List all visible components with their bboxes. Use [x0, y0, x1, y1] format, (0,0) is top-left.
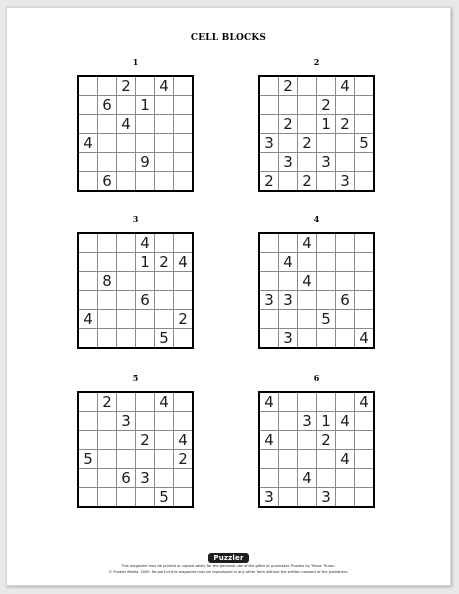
clue-cell[interactable]: 3 — [302, 412, 312, 430]
puzzle-number: 2 — [313, 57, 320, 67]
grid-cell[interactable] — [279, 431, 297, 449]
grid-cell[interactable] — [174, 291, 192, 309]
grid-cell[interactable] — [117, 310, 135, 328]
grid-cell[interactable] — [79, 469, 97, 487]
puzzle-5 — [77, 373, 194, 508]
grid-cell[interactable] — [155, 134, 173, 152]
grid-cell[interactable] — [117, 234, 135, 252]
clue-cell[interactable]: 2 — [340, 115, 350, 133]
grid-cell[interactable] — [317, 469, 335, 487]
grid-cell[interactable] — [317, 291, 335, 309]
footer — [7, 545, 450, 575]
grid-cell[interactable] — [174, 412, 192, 430]
grid-cell[interactable] — [260, 469, 278, 487]
clue-cell[interactable]: 2 — [302, 134, 312, 152]
puzzle-grid — [77, 232, 194, 349]
clue-cell[interactable]: 6 — [140, 291, 150, 309]
grid-cell[interactable] — [79, 234, 97, 252]
grid-cell[interactable] — [279, 393, 297, 411]
grid-cell[interactable] — [117, 253, 135, 271]
grid-cell[interactable] — [79, 393, 97, 411]
grid-cell[interactable] — [155, 431, 173, 449]
clue-cell[interactable]: 6 — [102, 172, 112, 190]
grid-cell[interactable] — [174, 134, 192, 152]
grid-cell[interactable] — [174, 115, 192, 133]
grid-cell[interactable] — [279, 469, 297, 487]
clue-cell[interactable]: 4 — [302, 234, 312, 252]
puzzle-number: 4 — [313, 214, 320, 224]
grid-cell[interactable] — [317, 450, 335, 468]
grid-cell[interactable] — [117, 329, 135, 347]
grid-cell[interactable] — [155, 234, 173, 252]
puzzle-grid — [258, 391, 375, 508]
grid-cell[interactable] — [136, 393, 154, 411]
grid-cell[interactable] — [98, 488, 116, 506]
puzzle-2 — [258, 57, 375, 192]
grid-cell[interactable] — [98, 115, 116, 133]
grid-cell[interactable] — [155, 469, 173, 487]
puzzle-number: 1 — [132, 57, 139, 67]
grid-cell[interactable] — [355, 469, 373, 487]
grid-cell[interactable] — [355, 77, 373, 95]
grid-cell[interactable] — [279, 450, 297, 468]
grid-cell[interactable] — [298, 96, 316, 114]
grid-cell[interactable] — [279, 234, 297, 252]
grid-cell[interactable] — [155, 291, 173, 309]
grid-cell[interactable] — [260, 272, 278, 290]
clue-cell[interactable]: 2 — [264, 172, 274, 190]
grid-cell[interactable] — [298, 431, 316, 449]
grid-cell[interactable] — [260, 329, 278, 347]
grid-cell[interactable] — [174, 488, 192, 506]
footer-line-1: This magazine may be printed or copied solely for the personal use of the gifter or purchaser. Puzzles by Trevor Truran. — [121, 564, 336, 568]
clue-cell[interactable]: 3 — [321, 488, 331, 506]
grid-cell[interactable] — [174, 393, 192, 411]
grid-cell[interactable] — [98, 412, 116, 430]
grid-cell[interactable] — [355, 253, 373, 271]
puzzle-number: 3 — [132, 214, 139, 224]
grid-cell[interactable] — [298, 77, 316, 95]
grid-cell[interactable] — [117, 96, 135, 114]
grid-cell[interactable] — [79, 96, 97, 114]
clue-cell[interactable]: 4 — [159, 77, 169, 95]
clue-cell[interactable]: 4 — [178, 431, 188, 449]
grid-cell[interactable] — [355, 450, 373, 468]
grid-cell[interactable] — [98, 234, 116, 252]
clue-cell[interactable]: 4 — [302, 272, 312, 290]
grid-cell[interactable] — [117, 488, 135, 506]
clue-cell[interactable]: 3 — [264, 134, 274, 152]
grid-cell[interactable] — [298, 310, 316, 328]
clue-cell[interactable]: 1 — [321, 115, 331, 133]
clue-cell[interactable]: 5 — [321, 310, 331, 328]
grid-cell[interactable] — [317, 272, 335, 290]
clue-cell[interactable]: 4 — [121, 115, 131, 133]
grid-cell[interactable] — [136, 412, 154, 430]
puzzle-3 — [77, 214, 194, 349]
grid-cell[interactable] — [260, 153, 278, 171]
clue-cell[interactable]: 4 — [264, 431, 274, 449]
grid-cell[interactable] — [336, 253, 354, 271]
grid-cell[interactable] — [336, 329, 354, 347]
clue-cell[interactable]: 2 — [178, 310, 188, 328]
clue-cell[interactable]: 4 — [83, 134, 93, 152]
grid-cell[interactable] — [136, 115, 154, 133]
clue-cell[interactable]: 3 — [140, 469, 150, 487]
grid-cell[interactable] — [79, 172, 97, 190]
grid-cell[interactable] — [336, 134, 354, 152]
grid-cell[interactable] — [355, 115, 373, 133]
grid-cell[interactable] — [355, 172, 373, 190]
grid-cell[interactable] — [136, 310, 154, 328]
clue-cell[interactable]: 4 — [159, 393, 169, 411]
grid-cell[interactable] — [155, 272, 173, 290]
grid-cell[interactable] — [98, 310, 116, 328]
puzzle-grid — [77, 391, 194, 508]
grid-cell[interactable] — [336, 234, 354, 252]
grid-cell[interactable] — [98, 134, 116, 152]
grid-cell[interactable] — [136, 272, 154, 290]
clue-cell[interactable]: 2 — [121, 77, 131, 95]
clue-cell[interactable]: 3 — [340, 172, 350, 190]
grid-cell[interactable] — [117, 450, 135, 468]
grid-cell[interactable] — [298, 253, 316, 271]
puzzler-logo: Puzzler — [208, 553, 248, 563]
grid-cell[interactable] — [174, 96, 192, 114]
grid-cell[interactable] — [174, 153, 192, 171]
grid-cell[interactable] — [136, 134, 154, 152]
puzzle-number: 5 — [132, 373, 139, 383]
grid-cell[interactable] — [79, 329, 97, 347]
grid-cell[interactable] — [336, 469, 354, 487]
grid-cell[interactable] — [155, 310, 173, 328]
clue-cell[interactable]: 4 — [283, 253, 293, 271]
grid-cell[interactable] — [117, 134, 135, 152]
grid-cell[interactable] — [355, 431, 373, 449]
grid-cell[interactable] — [336, 96, 354, 114]
page-title: CELL BLOCKS — [190, 33, 267, 43]
clue-cell[interactable]: 4 — [302, 469, 312, 487]
grid-cell[interactable] — [336, 488, 354, 506]
grid-cell[interactable] — [260, 96, 278, 114]
grid-cell[interactable] — [298, 291, 316, 309]
grid-cell[interactable] — [117, 393, 135, 411]
grid-cell[interactable] — [260, 450, 278, 468]
grid-cell[interactable] — [98, 291, 116, 309]
puzzle-page — [6, 7, 451, 586]
clue-cell[interactable]: 3 — [283, 329, 293, 347]
grid-cell[interactable] — [279, 172, 297, 190]
grid-cell[interactable] — [260, 412, 278, 430]
clue-cell[interactable]: 2 — [283, 115, 293, 133]
grid-cell[interactable] — [98, 153, 116, 171]
clue-cell[interactable]: 5 — [159, 488, 169, 506]
clue-cell[interactable]: 4 — [178, 253, 188, 271]
grid-cell[interactable] — [355, 96, 373, 114]
grid-cell[interactable] — [336, 431, 354, 449]
grid-cell[interactable] — [117, 153, 135, 171]
grid-cell[interactable] — [117, 272, 135, 290]
grid-cell[interactable] — [355, 153, 373, 171]
grid-cell[interactable] — [79, 253, 97, 271]
puzzle-number: 6 — [313, 373, 320, 383]
grid-cell[interactable] — [136, 172, 154, 190]
grid-cell[interactable] — [174, 272, 192, 290]
grid-cell[interactable] — [279, 134, 297, 152]
grid-cell[interactable] — [298, 450, 316, 468]
clue-cell[interactable]: 2 — [140, 431, 150, 449]
grid-cell[interactable] — [79, 431, 97, 449]
grid-cell[interactable] — [317, 77, 335, 95]
grid-cell[interactable] — [174, 469, 192, 487]
clue-cell[interactable]: 2 — [321, 431, 331, 449]
grid-cell[interactable] — [260, 77, 278, 95]
grid-cell[interactable] — [298, 153, 316, 171]
grid-cell[interactable] — [136, 488, 154, 506]
clue-cell[interactable]: 1 — [321, 412, 331, 430]
grid-cell[interactable] — [174, 234, 192, 252]
clue-cell[interactable]: 2 — [159, 253, 169, 271]
grid-cell[interactable] — [136, 450, 154, 468]
grid-cell[interactable] — [79, 291, 97, 309]
grid-cell[interactable] — [79, 77, 97, 95]
grid-cell[interactable] — [98, 431, 116, 449]
grid-cell[interactable] — [298, 115, 316, 133]
clue-cell[interactable]: 3 — [121, 412, 131, 430]
grid-cell[interactable] — [79, 412, 97, 430]
grid-cell[interactable] — [260, 115, 278, 133]
footer-line-2: © Puzzler Media, 2009. No part of this magazine may be reproduced in any other form without the written consent of the publishers. — [108, 569, 349, 574]
grid-cell[interactable] — [355, 272, 373, 290]
grid-cell[interactable] — [279, 96, 297, 114]
clue-cell[interactable]: 2 — [321, 96, 331, 114]
grid-cell[interactable] — [155, 153, 173, 171]
grid-cell[interactable] — [117, 431, 135, 449]
grid-cell[interactable] — [117, 291, 135, 309]
grid-cell[interactable] — [79, 153, 97, 171]
grid-cell[interactable] — [260, 253, 278, 271]
clue-cell[interactable]: 4 — [340, 412, 350, 430]
grid-cell[interactable] — [98, 77, 116, 95]
grid-cell[interactable] — [355, 412, 373, 430]
clue-cell[interactable]: 5 — [359, 134, 369, 152]
grid-cell[interactable] — [298, 393, 316, 411]
grid-cell[interactable] — [117, 172, 135, 190]
clue-cell[interactable]: 5 — [159, 329, 169, 347]
clue-cell[interactable]: 3 — [283, 153, 293, 171]
clue-cell[interactable]: 3 — [283, 291, 293, 309]
grid-cell[interactable] — [155, 450, 173, 468]
grid-cell[interactable] — [317, 393, 335, 411]
puzzle-4 — [258, 214, 375, 349]
grid-cell[interactable] — [298, 329, 316, 347]
grid-cell[interactable] — [98, 469, 116, 487]
clue-cell[interactable]: 8 — [102, 272, 112, 290]
grid-cell[interactable] — [98, 329, 116, 347]
grid-cell[interactable] — [174, 172, 192, 190]
grid-cell[interactable] — [279, 310, 297, 328]
grid-cell[interactable] — [136, 329, 154, 347]
clue-cell[interactable]: 4 — [359, 393, 369, 411]
clue-cell[interactable]: 3 — [264, 291, 274, 309]
grid-cell[interactable] — [355, 234, 373, 252]
grid-cell[interactable] — [336, 310, 354, 328]
clue-cell[interactable]: 2 — [283, 77, 293, 95]
grid-cell[interactable] — [79, 272, 97, 290]
clue-cell[interactable]: 4 — [359, 329, 369, 347]
clue-cell[interactable]: 5 — [83, 450, 93, 468]
grid-cell[interactable] — [317, 172, 335, 190]
grid-cell[interactable] — [336, 272, 354, 290]
grid-cell[interactable] — [155, 172, 173, 190]
clue-cell[interactable]: 6 — [121, 469, 131, 487]
grid-cell[interactable] — [98, 253, 116, 271]
grid-cell[interactable] — [79, 488, 97, 506]
clue-cell[interactable]: 1 — [140, 253, 150, 271]
clue-cell[interactable]: 9 — [140, 153, 150, 171]
clue-cell[interactable]: 6 — [102, 96, 112, 114]
grid-cell[interactable] — [136, 77, 154, 95]
puzzle-6 — [258, 373, 375, 508]
puzzle-1 — [77, 57, 194, 192]
clue-cell[interactable]: 4 — [340, 77, 350, 95]
clue-cell[interactable]: 4 — [264, 393, 274, 411]
puzzle-grid — [258, 232, 375, 349]
grid-cell[interactable] — [355, 310, 373, 328]
grid-cell[interactable] — [98, 450, 116, 468]
clue-cell[interactable]: 6 — [340, 291, 350, 309]
grid-cell[interactable] — [279, 488, 297, 506]
grid-cell[interactable] — [336, 393, 354, 411]
grid-cell[interactable] — [317, 329, 335, 347]
clue-cell[interactable]: 4 — [83, 310, 93, 328]
grid-cell[interactable] — [174, 77, 192, 95]
grid-cell[interactable] — [317, 253, 335, 271]
clue-cell[interactable]: 4 — [140, 234, 150, 252]
grid-cell[interactable] — [298, 488, 316, 506]
grid-cell[interactable] — [317, 234, 335, 252]
puzzle-grid — [77, 75, 194, 192]
grid-cell[interactable] — [174, 329, 192, 347]
clue-cell[interactable]: 4 — [340, 450, 350, 468]
grid-cell[interactable] — [155, 96, 173, 114]
grid-cell[interactable] — [317, 134, 335, 152]
puzzle-grid — [258, 75, 375, 192]
clue-cell[interactable]: 2 — [102, 393, 112, 411]
clue-cell[interactable]: 3 — [264, 488, 274, 506]
clue-cell[interactable]: 1 — [140, 96, 150, 114]
grid-cell[interactable] — [260, 310, 278, 328]
clue-cell[interactable]: 2 — [302, 172, 312, 190]
grid-cell[interactable] — [336, 153, 354, 171]
clue-cell[interactable]: 3 — [321, 153, 331, 171]
grid-cell[interactable] — [355, 291, 373, 309]
grid-cell[interactable] — [155, 115, 173, 133]
grid-cell[interactable] — [79, 115, 97, 133]
clue-cell[interactable]: 2 — [178, 450, 188, 468]
grid-cell[interactable] — [355, 488, 373, 506]
grid-cell[interactable] — [155, 412, 173, 430]
grid-cell[interactable] — [279, 272, 297, 290]
grid-cell[interactable] — [279, 412, 297, 430]
grid-cell[interactable] — [260, 234, 278, 252]
